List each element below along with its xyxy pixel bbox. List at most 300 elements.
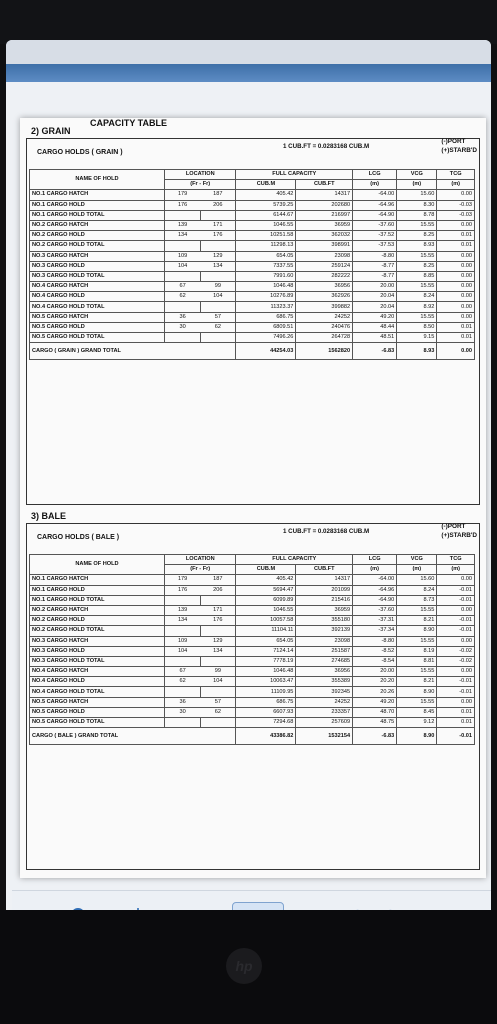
hold-name-cell: NO.4 CARGO HATCH (30, 282, 165, 292)
lcg-cell: -64.00 (353, 575, 397, 585)
hold-name-cell: NO.2 CARGO HATCH (30, 605, 165, 615)
page-header: CAPACITY TABLE (90, 118, 168, 128)
col-header-tcg: TCG (437, 555, 475, 565)
cubm-cell: 7294.68 (236, 718, 296, 728)
lcg-cell: -64.96 (353, 200, 397, 210)
cubm-cell: 11109.95 (236, 687, 296, 697)
lcg-cell: -64.00 (353, 190, 397, 200)
viewer-toolbar (12, 890, 491, 910)
lcg-cell: 20.26 (353, 687, 397, 697)
lcg-cell: 20.00 (353, 667, 397, 677)
hold-name-cell: NO.1 CARGO HOLD TOTAL (30, 210, 165, 220)
hold-name-cell: NO.5 CARGO HOLD TOTAL (30, 333, 165, 343)
photo-viewer-window (6, 40, 491, 910)
vcg-cell: 8.45 (397, 707, 437, 717)
location-from-cell (165, 595, 201, 605)
location-from-cell: 134 (165, 231, 201, 241)
tcg-cell: 0.00 (437, 697, 475, 707)
cubft-cell: 215416 (296, 595, 353, 605)
grand-total-row (30, 728, 475, 745)
cubft-cell: 14317 (296, 575, 353, 585)
tcg-cell: 0.01 (437, 333, 475, 343)
vcg-cell: 15.55 (397, 667, 437, 677)
lcg-cell: -37.60 (353, 220, 397, 230)
col-header-vcg: VCG (397, 170, 437, 180)
vcg-cell: 15.55 (397, 251, 437, 261)
slideshow-icon[interactable] (232, 902, 284, 910)
tcg-cell: -0.01 (437, 595, 475, 605)
hold-name-cell: NO.4 CARGO HATCH (30, 667, 165, 677)
location-to-cell: 134 (200, 646, 236, 656)
lcg-cell: -8.52 (353, 646, 397, 656)
cubft-cell: 257609 (296, 718, 353, 728)
monitor-top-bezel (0, 0, 497, 44)
lcg-cell: -37.52 (353, 231, 397, 241)
tcg-cell: 0.00 (437, 271, 475, 281)
table-row (30, 231, 475, 241)
location-to-cell: 129 (200, 251, 236, 261)
bale-section-title: 3) BALE (31, 511, 67, 521)
grain-conversion: 1 CUB.FT = 0.0283168 CUB.M (283, 143, 370, 150)
location-to-cell: 57 (200, 312, 236, 322)
table-row (30, 605, 475, 615)
tcg-cell: 0.01 (437, 322, 475, 332)
col-header-cubft: CUB.FT (296, 180, 353, 190)
vcg-cell: 15.55 (397, 636, 437, 646)
grain-subtitle: CARGO HOLDS ( GRAIN ) (37, 149, 123, 156)
cubm-cell: 10276.89 (236, 292, 296, 302)
grain-sign-stbd: (+)STARB'D (441, 147, 477, 154)
grand-total-cubft: 1562820 (296, 343, 353, 360)
col-header-lcg: LCG (353, 555, 397, 565)
lcg-cell: -8.80 (353, 636, 397, 646)
location-to-cell (200, 210, 236, 220)
cubft-cell: 392139 (296, 626, 353, 636)
table-row (30, 697, 475, 707)
lcg-cell: 49.20 (353, 697, 397, 707)
grain-section-title: 2) GRAIN (31, 126, 71, 136)
grand-total-vcg: 8.90 (397, 728, 437, 745)
bale-table-body (30, 575, 475, 745)
cubft-cell: 282222 (296, 271, 353, 281)
hold-name-cell: NO.3 CARGO HOLD (30, 646, 165, 656)
hold-name-cell: NO.2 CARGO HOLD TOTAL (30, 626, 165, 636)
tcg-cell: -0.01 (437, 616, 475, 626)
table-row (30, 282, 475, 292)
cubm-cell: 10063.47 (236, 677, 296, 687)
location-to-cell: 171 (200, 605, 236, 615)
vcg-cell: 8.93 (397, 241, 437, 251)
hold-name-cell: NO.2 CARGO HOLD (30, 231, 165, 241)
lcg-cell: -37.31 (353, 616, 397, 626)
cubft-cell: 355180 (296, 616, 353, 626)
cubft-cell: 392345 (296, 687, 353, 697)
cubm-cell: 5694.47 (236, 585, 296, 595)
lcg-cell: 48.44 (353, 322, 397, 332)
location-from-cell (165, 656, 201, 666)
grain-table-body (30, 190, 475, 360)
table-row (30, 718, 475, 728)
tcg-cell: 0.00 (437, 636, 475, 646)
cubft-cell: 36956 (296, 282, 353, 292)
col-header-lcg: LCG (353, 170, 397, 180)
hold-name-cell: NO.1 CARGO HATCH (30, 190, 165, 200)
cubm-cell: 405.42 (236, 575, 296, 585)
location-from-cell: 134 (165, 616, 201, 626)
vcg-cell: 8.25 (397, 231, 437, 241)
vcg-cell: 15.60 (397, 575, 437, 585)
cubft-cell: 24252 (296, 697, 353, 707)
lcg-cell: 20.00 (353, 282, 397, 292)
col-header-lcg-unit: (m) (353, 180, 397, 190)
grand-total-label: CARGO ( GRAIN ) GRAND TOTAL (30, 343, 236, 360)
col-header-name: NAME OF HOLD (30, 555, 165, 575)
table-row (30, 251, 475, 261)
col-header-vcg-unit: (m) (397, 565, 437, 575)
lcg-cell: -37.60 (353, 605, 397, 615)
table-row (30, 707, 475, 717)
bale-sign-port: (-)PORT (441, 523, 466, 530)
col-header-lcg-unit: (m) (353, 565, 397, 575)
tcg-cell: 0.00 (437, 220, 475, 230)
location-from-cell (165, 687, 201, 697)
cubft-cell: 23098 (296, 251, 353, 261)
cubft-cell: 398991 (296, 241, 353, 251)
table-row (30, 302, 475, 312)
col-header-tcg: TCG (437, 170, 475, 180)
table-row (30, 585, 475, 595)
vcg-cell: 8.92 (397, 302, 437, 312)
hold-name-cell: NO.2 CARGO HOLD TOTAL (30, 241, 165, 251)
cubft-cell: 202680 (296, 200, 353, 210)
col-header-cubft: CUB.FT (296, 565, 353, 575)
hold-name-cell: NO.4 CARGO HOLD TOTAL (30, 687, 165, 697)
vcg-cell: 15.55 (397, 605, 437, 615)
location-to-cell: 187 (200, 575, 236, 585)
cubm-cell: 11104.11 (236, 626, 296, 636)
location-to-cell: 62 (200, 322, 236, 332)
vcg-cell: 8.21 (397, 677, 437, 687)
hold-name-cell: NO.5 CARGO HOLD (30, 707, 165, 717)
tcg-cell: 0.01 (437, 231, 475, 241)
vcg-cell: 8.90 (397, 687, 437, 697)
tcg-cell: 0.01 (437, 707, 475, 717)
cubm-cell: 7778.19 (236, 656, 296, 666)
tcg-cell: -0.03 (437, 200, 475, 210)
location-from-cell (165, 626, 201, 636)
location-to-cell: 99 (200, 667, 236, 677)
tcg-cell: 0.01 (437, 241, 475, 251)
hold-name-cell: NO.5 CARGO HATCH (30, 312, 165, 322)
bale-sign-legend (441, 522, 477, 540)
vcg-cell: 8.78 (397, 210, 437, 220)
tcg-cell: 0.00 (437, 292, 475, 302)
vcg-cell: 8.30 (397, 200, 437, 210)
grain-sign-legend (441, 137, 477, 155)
cubm-cell: 6144.67 (236, 210, 296, 220)
cubm-cell: 686.75 (236, 312, 296, 322)
bale-sign-stbd: (+)STARB'D (441, 532, 477, 539)
hold-name-cell: NO.3 CARGO HATCH (30, 251, 165, 261)
cubft-cell: 36959 (296, 220, 353, 230)
location-from-cell: 62 (165, 292, 201, 302)
table-row (30, 595, 475, 605)
table-row (30, 210, 475, 220)
cubm-cell: 6809.51 (236, 322, 296, 332)
location-to-cell: 99 (200, 282, 236, 292)
location-to-cell: 176 (200, 616, 236, 626)
hold-name-cell: NO.2 CARGO HATCH (30, 220, 165, 230)
location-from-cell: 67 (165, 667, 201, 677)
hold-name-cell: NO.4 CARGO HOLD (30, 292, 165, 302)
location-to-cell: 171 (200, 220, 236, 230)
vcg-cell: 8.81 (397, 656, 437, 666)
grand-total-vcg: 8.93 (397, 343, 437, 360)
hold-name-cell: NO.5 CARGO HOLD TOTAL (30, 718, 165, 728)
tcg-cell: 0.00 (437, 190, 475, 200)
table-row (30, 322, 475, 332)
lcg-cell: 20.04 (353, 302, 397, 312)
location-to-cell (200, 271, 236, 281)
location-from-cell: 104 (165, 261, 201, 271)
table-row (30, 575, 475, 585)
cubft-cell: 355389 (296, 677, 353, 687)
location-from-cell: 109 (165, 636, 201, 646)
location-to-cell: 176 (200, 231, 236, 241)
table-row (30, 312, 475, 322)
location-to-cell (200, 626, 236, 636)
vcg-cell: 15.55 (397, 312, 437, 322)
location-from-cell: 109 (165, 251, 201, 261)
lcg-cell: -8.77 (353, 271, 397, 281)
table-row (30, 241, 475, 251)
hold-name-cell: NO.1 CARGO HOLD TOTAL (30, 595, 165, 605)
cubft-cell: 14317 (296, 190, 353, 200)
cubm-cell: 10057.58 (236, 616, 296, 626)
cubft-cell: 201099 (296, 585, 353, 595)
hold-name-cell: NO.3 CARGO HATCH (30, 636, 165, 646)
cubft-cell: 24252 (296, 312, 353, 322)
table-row (30, 636, 475, 646)
hold-name-cell: NO.3 CARGO HOLD (30, 261, 165, 271)
grand-total-row (30, 343, 475, 360)
title-strip (6, 40, 491, 64)
col-header-name: NAME OF HOLD (30, 170, 165, 190)
table-row (30, 656, 475, 666)
vcg-cell: 8.25 (397, 261, 437, 271)
tcg-cell: 0.00 (437, 302, 475, 312)
lcg-cell: -37.34 (353, 626, 397, 636)
location-to-cell: 206 (200, 200, 236, 210)
location-to-cell: 206 (200, 585, 236, 595)
tcg-cell: -0.03 (437, 210, 475, 220)
lcg-cell: 20.20 (353, 677, 397, 687)
vcg-cell: 15.60 (397, 190, 437, 200)
vcg-cell: 8.24 (397, 292, 437, 302)
cubm-cell: 6607.93 (236, 707, 296, 717)
location-to-cell: 104 (200, 292, 236, 302)
bale-conversion: 1 CUB.FT = 0.0283168 CUB.M (283, 528, 370, 535)
tcg-cell: -0.01 (437, 687, 475, 697)
location-from-cell: 179 (165, 575, 201, 585)
col-header-cubm: CUB.M (236, 180, 296, 190)
table-row (30, 271, 475, 281)
location-to-cell (200, 718, 236, 728)
grand-total-cubm: 43386.82 (236, 728, 296, 745)
location-to-cell (200, 333, 236, 343)
location-from-cell: 36 (165, 312, 201, 322)
tcg-cell: 0.00 (437, 251, 475, 261)
hold-name-cell: NO.3 CARGO HOLD TOTAL (30, 656, 165, 666)
location-to-cell (200, 656, 236, 666)
cubm-cell: 7337.55 (236, 261, 296, 271)
tcg-cell: -0.01 (437, 626, 475, 636)
cubm-cell: 686.75 (236, 697, 296, 707)
lcg-cell: -64.96 (353, 585, 397, 595)
cubft-cell: 23098 (296, 636, 353, 646)
col-header-tcg-unit: (m) (437, 565, 475, 575)
tcg-cell: 0.00 (437, 605, 475, 615)
col-header-full-capacity: FULL CAPACITY (236, 170, 353, 180)
table-row (30, 646, 475, 656)
location-from-cell: 104 (165, 646, 201, 656)
cubm-cell: 7991.60 (236, 271, 296, 281)
cubft-cell: 36956 (296, 667, 353, 677)
col-header-vcg-unit: (m) (397, 180, 437, 190)
location-to-cell (200, 241, 236, 251)
hold-name-cell: NO.5 CARGO HOLD (30, 322, 165, 332)
cubft-cell: 36959 (296, 605, 353, 615)
lcg-cell: -64.90 (353, 210, 397, 220)
location-to-cell: 57 (200, 697, 236, 707)
cubft-cell: 251587 (296, 646, 353, 656)
vcg-cell: 15.55 (397, 220, 437, 230)
cubm-cell: 10251.58 (236, 231, 296, 241)
grand-total-lcg: -6.83 (353, 728, 397, 745)
tcg-cell: 0.00 (437, 312, 475, 322)
lcg-cell: 49.20 (353, 312, 397, 322)
tcg-cell: -0.01 (437, 585, 475, 595)
lcg-cell: -8.77 (353, 261, 397, 271)
bale-section (26, 511, 480, 870)
table-row (30, 261, 475, 271)
hold-name-cell: NO.3 CARGO HOLD TOTAL (30, 271, 165, 281)
cubft-cell: 362926 (296, 292, 353, 302)
grand-total-lcg: -6.83 (353, 343, 397, 360)
cubft-cell: 399882 (296, 302, 353, 312)
hold-name-cell: NO.1 CARGO HATCH (30, 575, 165, 585)
cubm-cell: 1046.55 (236, 220, 296, 230)
monitor-logo: hp (226, 948, 262, 984)
lcg-cell: -64.90 (353, 595, 397, 605)
col-header-location: LOCATION (165, 555, 236, 565)
title-bar (6, 64, 491, 82)
table-row (30, 333, 475, 343)
tcg-cell: 0.01 (437, 718, 475, 728)
hold-name-cell: NO.1 CARGO HOLD (30, 585, 165, 595)
table-row (30, 292, 475, 302)
grand-total-tcg: -0.01 (437, 728, 475, 745)
grand-total-cubft: 1532154 (296, 728, 353, 745)
lcg-cell: 20.04 (353, 292, 397, 302)
hold-name-cell: NO.1 CARGO HOLD (30, 200, 165, 210)
vcg-cell: 9.15 (397, 333, 437, 343)
location-to-cell: 187 (200, 190, 236, 200)
hold-name-cell: NO.4 CARGO HOLD TOTAL (30, 302, 165, 312)
col-header-location-sub: (Fr - Fr) (165, 180, 236, 190)
tcg-cell: 0.00 (437, 575, 475, 585)
table-row (30, 190, 475, 200)
cubft-cell: 240476 (296, 322, 353, 332)
tcg-cell: 0.00 (437, 261, 475, 271)
cubm-cell: 7496.26 (236, 333, 296, 343)
location-from-cell (165, 333, 201, 343)
cubm-cell: 1046.55 (236, 605, 296, 615)
lcg-cell: -8.80 (353, 251, 397, 261)
cubm-cell: 654.05 (236, 251, 296, 261)
location-from-cell (165, 210, 201, 220)
table-row (30, 200, 475, 210)
grain-table (29, 169, 475, 360)
cubm-cell: 11298.13 (236, 241, 296, 251)
location-to-cell (200, 687, 236, 697)
location-from-cell: 36 (165, 697, 201, 707)
vcg-cell: 8.24 (397, 585, 437, 595)
lcg-cell: 48.70 (353, 707, 397, 717)
vcg-cell: 8.85 (397, 271, 437, 281)
cubft-cell: 216997 (296, 210, 353, 220)
document-page (20, 118, 486, 878)
col-header-cubm: CUB.M (236, 565, 296, 575)
cubm-cell: 5739.25 (236, 200, 296, 210)
vcg-cell: 8.19 (397, 646, 437, 656)
col-header-tcg-unit: (m) (437, 180, 475, 190)
cubft-cell: 274685 (296, 656, 353, 666)
location-from-cell: 139 (165, 605, 201, 615)
location-from-cell: 179 (165, 190, 201, 200)
cubm-cell: 654.05 (236, 636, 296, 646)
vcg-cell: 8.50 (397, 322, 437, 332)
location-to-cell: 129 (200, 636, 236, 646)
location-to-cell: 104 (200, 677, 236, 687)
table-row (30, 687, 475, 697)
location-from-cell (165, 302, 201, 312)
vcg-cell: 15.55 (397, 697, 437, 707)
location-from-cell (165, 241, 201, 251)
tcg-cell: -0.02 (437, 656, 475, 666)
tcg-cell: 0.00 (437, 282, 475, 292)
table-row (30, 626, 475, 636)
cubm-cell: 7124.14 (236, 646, 296, 656)
location-from-cell (165, 718, 201, 728)
lcg-cell: -8.54 (353, 656, 397, 666)
location-from-cell: 62 (165, 677, 201, 687)
vcg-cell: 8.73 (397, 595, 437, 605)
location-from-cell: 67 (165, 282, 201, 292)
location-from-cell: 176 (165, 200, 201, 210)
col-header-full-capacity: FULL CAPACITY (236, 555, 353, 565)
vcg-cell: 8.21 (397, 616, 437, 626)
location-to-cell: 62 (200, 707, 236, 717)
hold-name-cell: NO.2 CARGO HOLD (30, 616, 165, 626)
tcg-cell: -0.02 (437, 646, 475, 656)
table-row (30, 677, 475, 687)
cubft-cell: 233357 (296, 707, 353, 717)
tcg-cell: 0.00 (437, 667, 475, 677)
location-from-cell (165, 271, 201, 281)
grain-section (26, 126, 480, 505)
location-to-cell (200, 302, 236, 312)
